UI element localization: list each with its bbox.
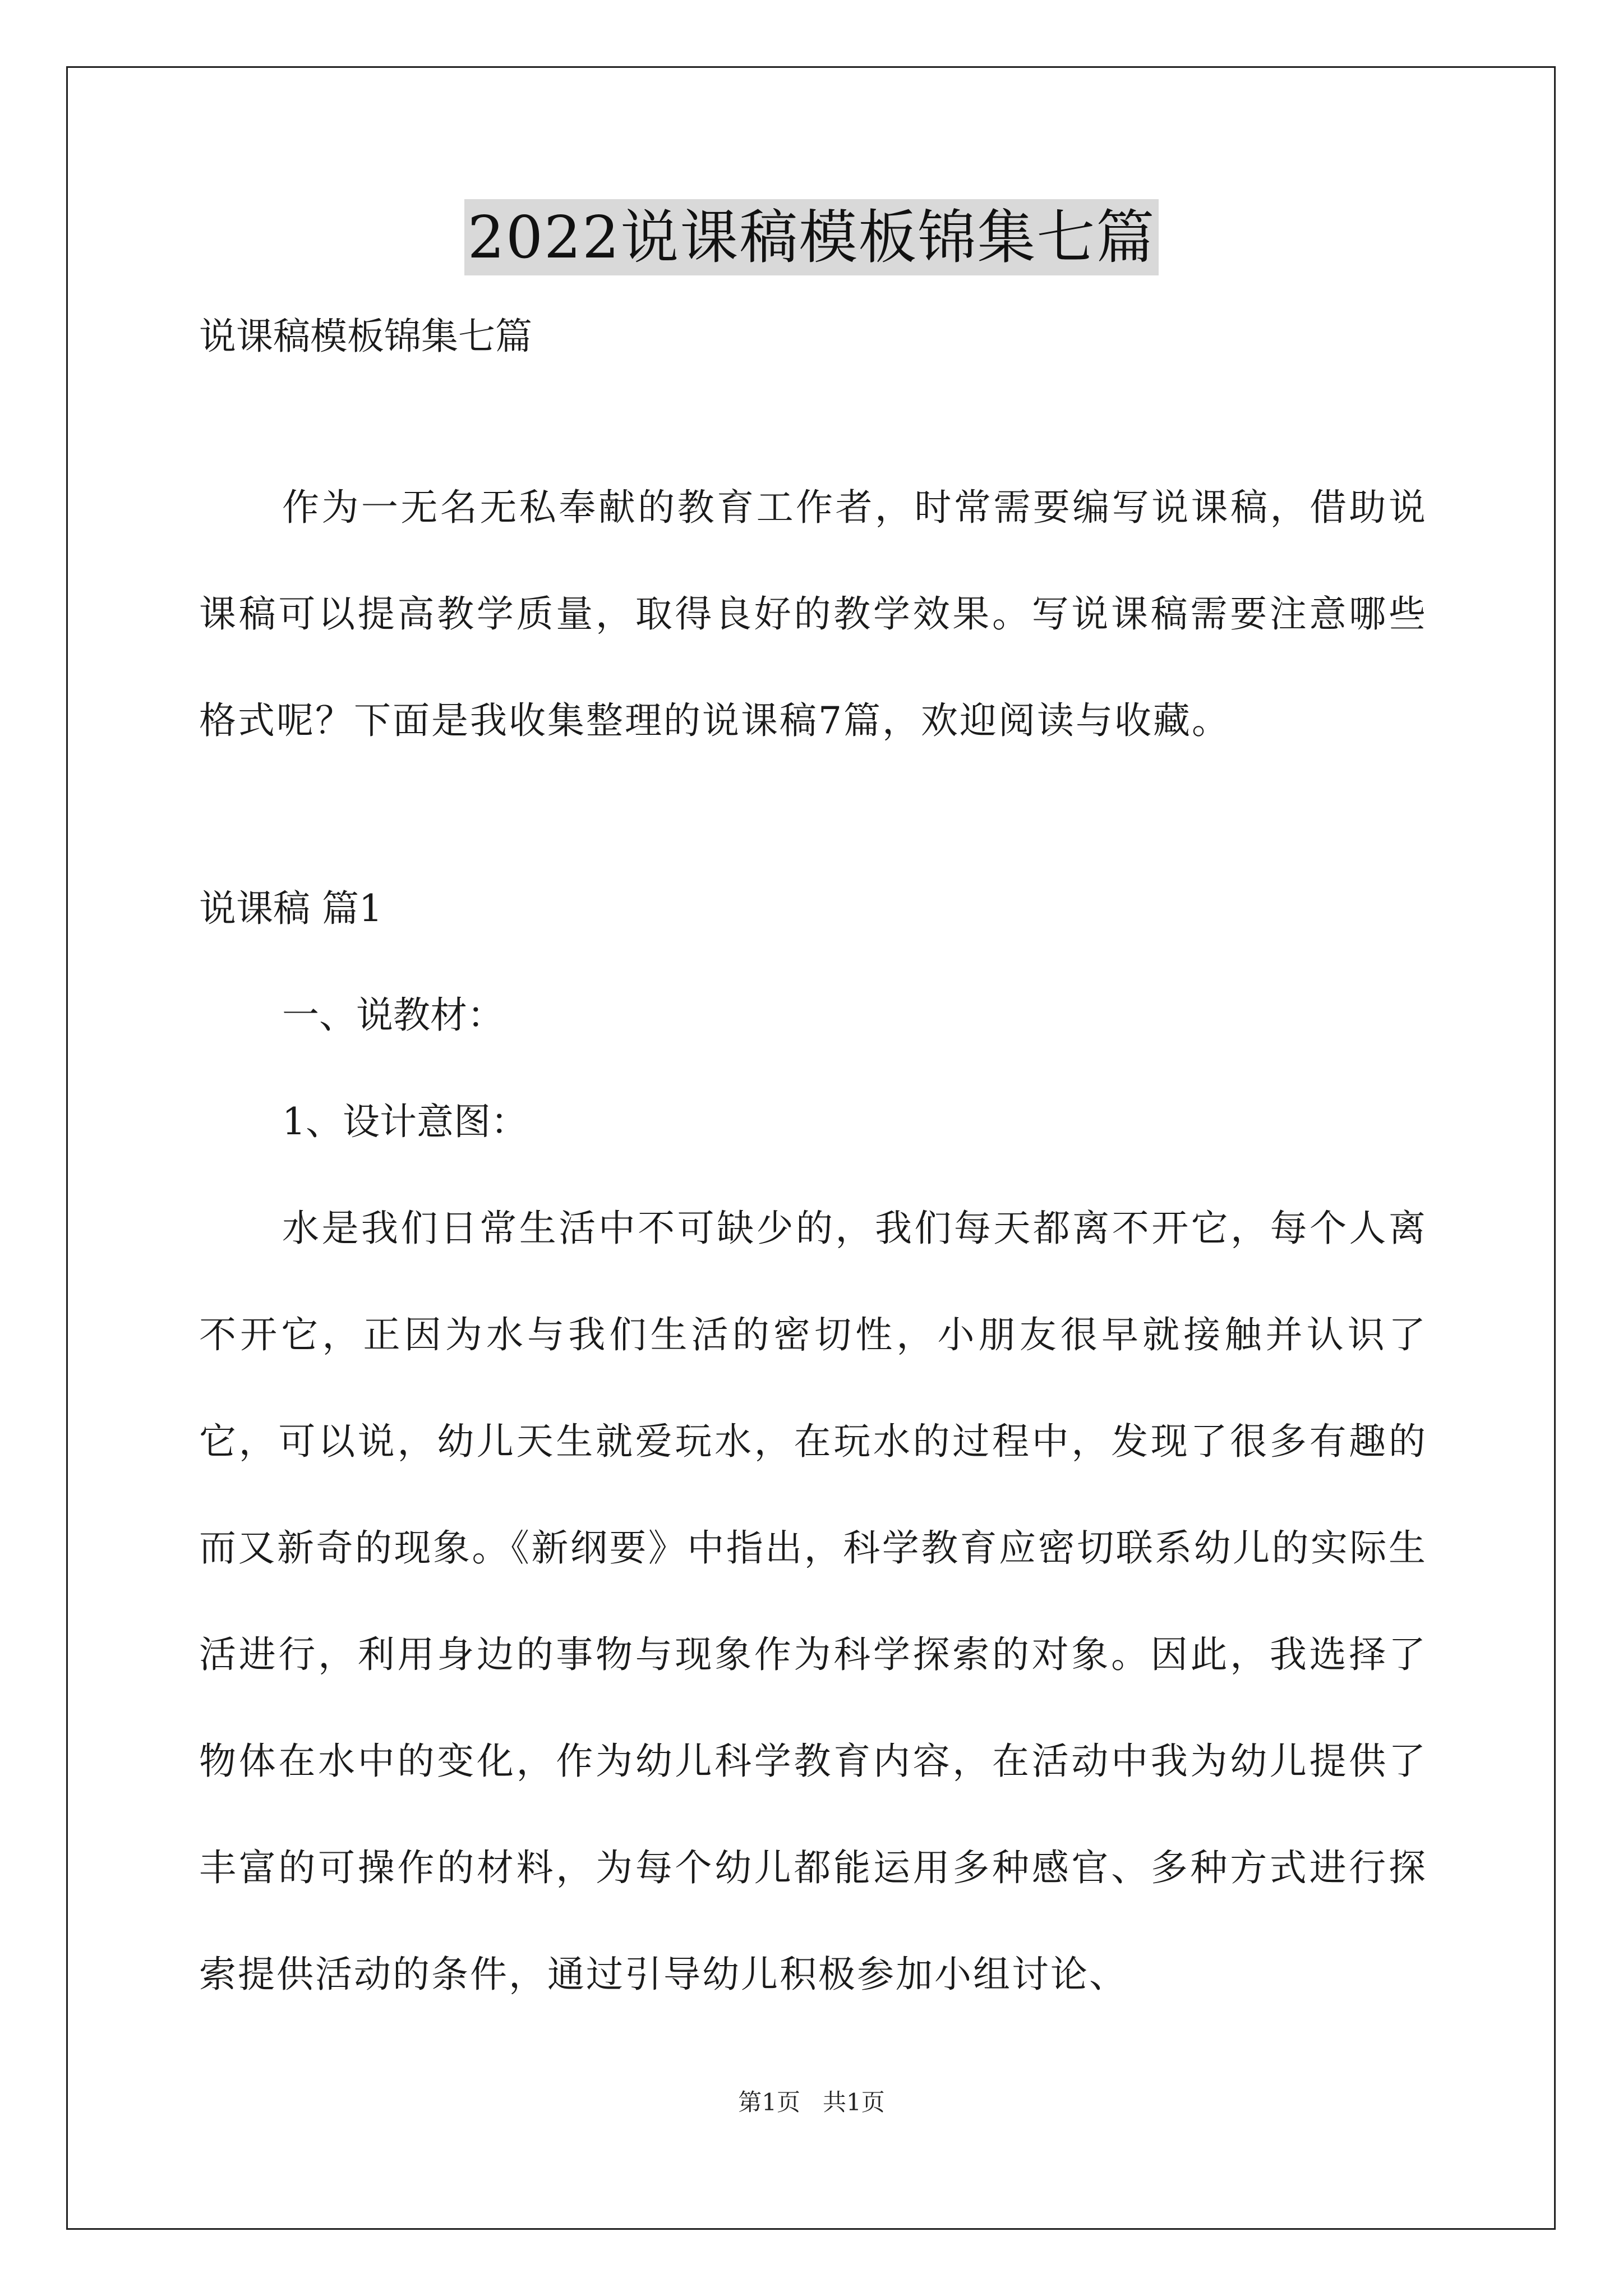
- page-number: 第1页: [738, 2088, 800, 2116]
- section-heading: 说课稿 篇1: [199, 887, 382, 930]
- document-subtitle: 说课稿模板锦集七篇: [199, 315, 532, 358]
- document-title: 2022说课稿模板锦集七篇: [464, 199, 1159, 275]
- body-paragraph: 水是我们日常生活中不可缺少的，我们每天都离不开它，每个人离不开它，正因为水与我们生活的密切性，小朋友很早就接触并认识了它，可以说，幼儿天生就爱玩水，在玩水的过程中，发现了很多有趣的而又新奇的现象。《新纲要》中指出，科学教育应密切联系幼儿的实际生活进行，利用身边的事物与现象作为科学探索的对象。因此，我选择了物体在水中的变化，作为幼儿科学教育内容，在活动中我为幼儿提供了丰富的可操作的材料，为每个幼儿都能运用多种感官、多种方式进行探索提供活动的条件，通过引导幼儿积极参加小组讨论、: [199, 1207, 1427, 1996]
- outline-item-teaching-material: 一、说教材：: [282, 993, 504, 1037]
- title-container: [0, 199, 1623, 275]
- intro-paragraph: 作为一无名无私奉献的教育工作者，时常需要编写说课稿，借助说课稿可以提高教学质量，取得良好的教学效果。写说课稿需要注意哪些格式呢？下面是我收集整理的说课稿7篇，欢迎阅读与收藏。: [199, 486, 1427, 742]
- page-total: 共1页: [823, 2088, 885, 2116]
- page-footer: [0, 2087, 1623, 2118]
- outline-item-design-intent: 1、设计意图：: [282, 1100, 528, 1143]
- footer-spacer: [800, 2088, 823, 2116]
